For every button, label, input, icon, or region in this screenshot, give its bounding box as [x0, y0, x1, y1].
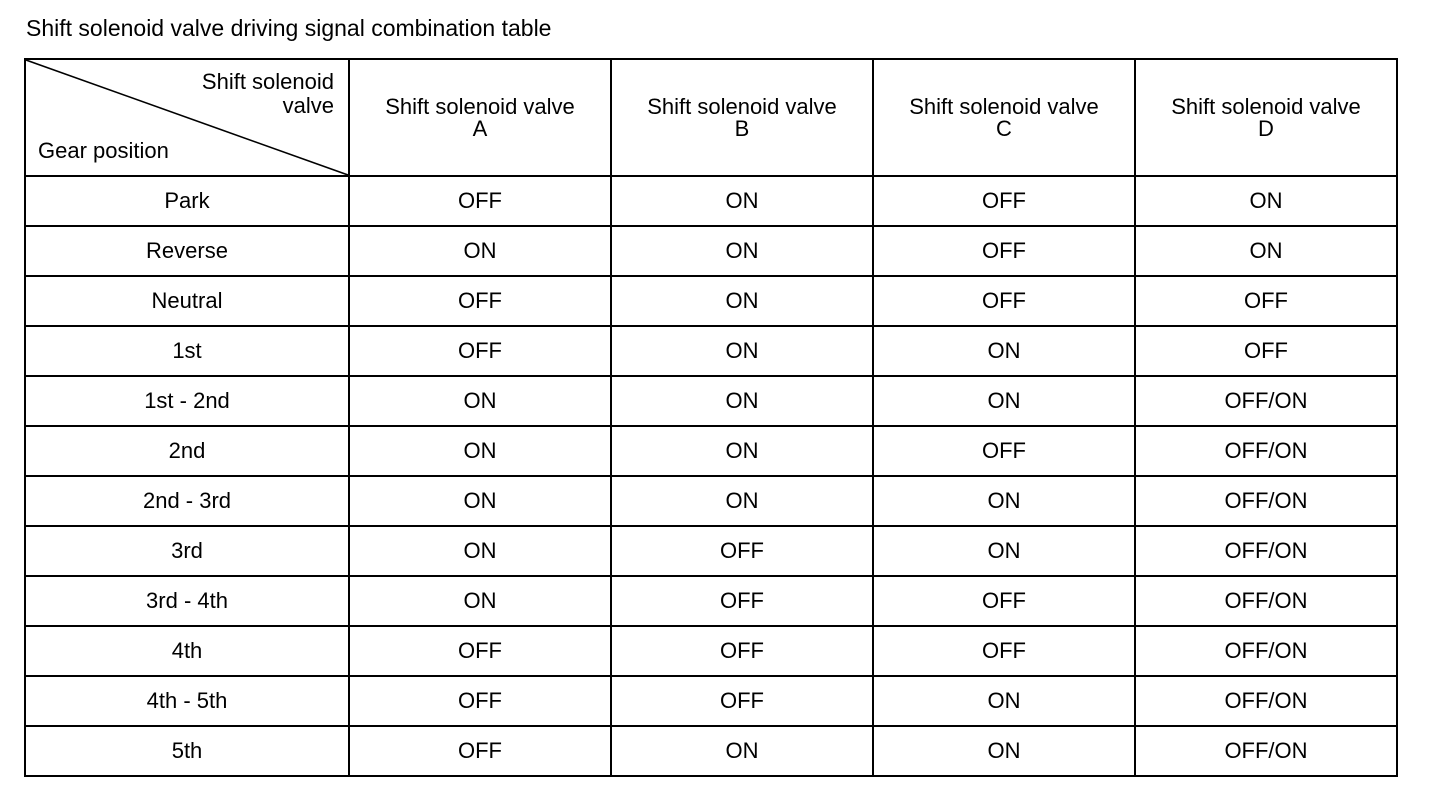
valve-state-cell: ON: [611, 376, 873, 426]
corner-header-cell: [25, 59, 349, 176]
valve-state-cell: OFF: [1135, 276, 1397, 326]
table-row: [25, 226, 1397, 276]
gear-position-cell: 3rd - 4th: [25, 576, 349, 626]
valve-state-cell: ON: [611, 426, 873, 476]
table-row: [25, 626, 1397, 676]
valve-state-cell: OFF: [611, 576, 873, 626]
valve-state-cell: ON: [873, 476, 1135, 526]
table-row: [25, 376, 1397, 426]
valve-state-cell: ON: [611, 226, 873, 276]
valve-state-cell: OFF: [611, 676, 873, 726]
table-row: [25, 576, 1397, 626]
valve-state-cell: ON: [1135, 176, 1397, 226]
gear-position-cell: 4th - 5th: [25, 676, 349, 726]
gear-position-cell: 1st - 2nd: [25, 376, 349, 426]
valve-state-cell: OFF/ON: [1135, 576, 1397, 626]
gear-position-cell: Neutral: [25, 276, 349, 326]
table-header-row: [25, 59, 1397, 176]
valve-state-cell: OFF: [873, 226, 1135, 276]
gear-position-cell: 5th: [25, 726, 349, 776]
valve-state-cell: ON: [873, 326, 1135, 376]
valve-state-cell: OFF: [1135, 326, 1397, 376]
valve-state-cell: ON: [873, 526, 1135, 576]
table-row: [25, 176, 1397, 226]
valve-state-cell: ON: [349, 226, 611, 276]
valve-state-cell: OFF/ON: [1135, 476, 1397, 526]
valve-state-cell: OFF: [611, 626, 873, 676]
gear-position-cell: Park: [25, 176, 349, 226]
valve-state-cell: OFF: [873, 576, 1135, 626]
valve-state-cell: ON: [611, 276, 873, 326]
valve-state-cell: ON: [611, 176, 873, 226]
page-title: Shift solenoid valve driving signal combination table: [26, 15, 552, 41]
valve-state-cell: OFF: [349, 326, 611, 376]
valve-state-cell: OFF: [349, 176, 611, 226]
gear-position-cell: 2nd - 3rd: [25, 476, 349, 526]
table-row: [25, 276, 1397, 326]
gear-position-cell: Reverse: [25, 226, 349, 276]
valve-state-cell: ON: [873, 376, 1135, 426]
valve-state-cell: ON: [349, 376, 611, 426]
column-header-a: Shift solenoid valve A: [349, 59, 611, 176]
valve-state-cell: OFF/ON: [1135, 526, 1397, 576]
table-row: [25, 526, 1397, 576]
valve-state-cell: OFF: [873, 276, 1135, 326]
valve-state-cell: OFF: [873, 426, 1135, 476]
column-header-c: Shift solenoid valve C: [873, 59, 1135, 176]
valve-state-cell: ON: [349, 526, 611, 576]
gear-position-cell: 2nd: [25, 426, 349, 476]
valve-state-cell: OFF: [349, 626, 611, 676]
valve-state-cell: OFF: [349, 676, 611, 726]
table-row: [25, 326, 1397, 376]
valve-state-cell: OFF/ON: [1135, 426, 1397, 476]
column-header-b: Shift solenoid valve B: [611, 59, 873, 176]
table-row: [25, 676, 1397, 726]
valve-state-cell: OFF/ON: [1135, 676, 1397, 726]
valve-state-cell: ON: [611, 326, 873, 376]
valve-state-cell: OFF: [349, 276, 611, 326]
solenoid-combination-table: [24, 58, 1398, 777]
valve-state-cell: ON: [873, 726, 1135, 776]
valve-state-cell: ON: [611, 726, 873, 776]
table-row: [25, 726, 1397, 776]
table-row: [25, 476, 1397, 526]
column-header-d: Shift solenoid valve D: [1135, 59, 1397, 176]
gear-position-cell: 1st: [25, 326, 349, 376]
gear-position-cell: 4th: [25, 626, 349, 676]
row-axis-label: Gear position: [38, 138, 169, 163]
valve-state-cell: ON: [349, 576, 611, 626]
valve-state-cell: OFF/ON: [1135, 726, 1397, 776]
column-axis-label: Shift solenoid valve: [201, 69, 334, 118]
table-body: [25, 176, 1397, 776]
gear-position-cell: 3rd: [25, 526, 349, 576]
valve-state-cell: OFF: [349, 726, 611, 776]
valve-state-cell: ON: [873, 676, 1135, 726]
valve-state-cell: OFF: [873, 626, 1135, 676]
valve-state-cell: OFF: [873, 176, 1135, 226]
table-row: [25, 426, 1397, 476]
valve-state-cell: OFF/ON: [1135, 626, 1397, 676]
valve-state-cell: ON: [349, 476, 611, 526]
valve-state-cell: OFF/ON: [1135, 376, 1397, 426]
valve-state-cell: ON: [349, 426, 611, 476]
valve-state-cell: ON: [611, 476, 873, 526]
valve-state-cell: OFF: [611, 526, 873, 576]
valve-state-cell: ON: [1135, 226, 1397, 276]
